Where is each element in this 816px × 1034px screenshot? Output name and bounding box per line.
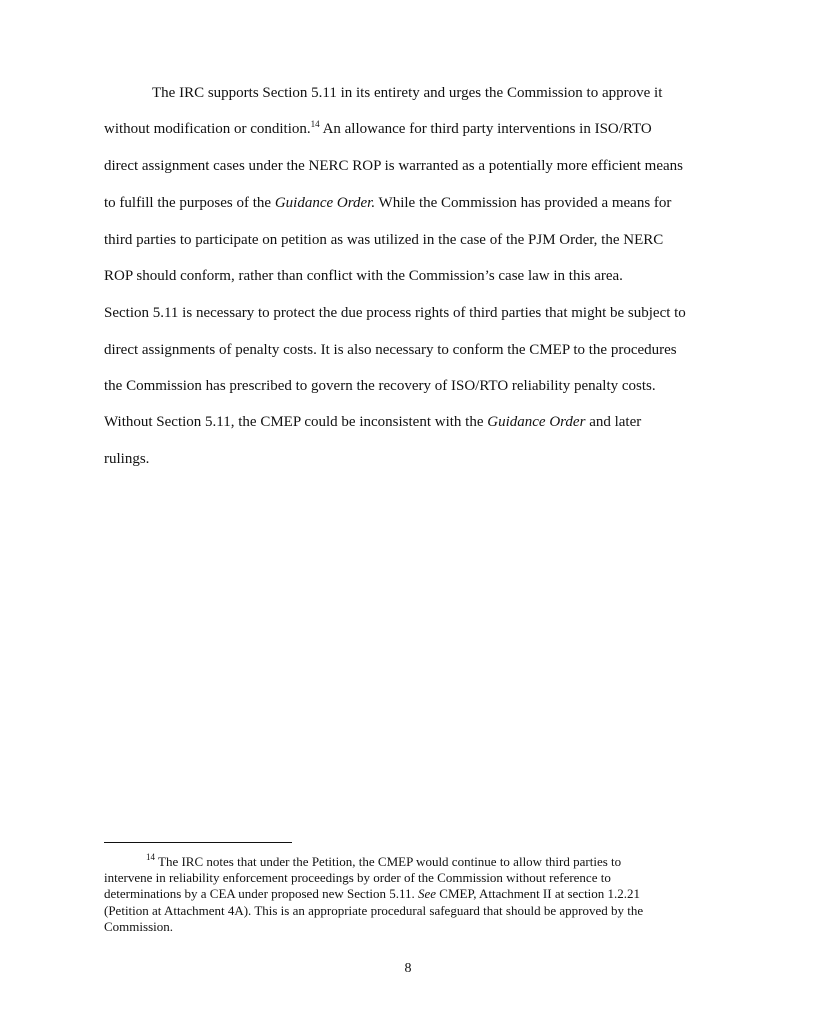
body-line-8: direct assignments of penalty costs. It is also necessary to conform the CMEP to the procedures [104, 342, 677, 358]
footnote-line-5: Commission. [104, 919, 173, 934]
footnote-reference[interactable]: 14 [310, 119, 320, 129]
case-citation: Guidance Order. [274, 195, 376, 211]
footnote-line-2: intervene in reliability enforcement proceedings by order of the Commission without reference to [104, 870, 611, 885]
body-line-4: to fulfill the purposes of the Guidance Order. While the Commission has provided a means for [104, 195, 672, 211]
body-line-7: Section 5.11 is necessary to protect the due process rights of third parties that might be subject to [104, 305, 686, 321]
footnote-line-3: determinations by a CEA under proposed new Section 5.11. See CMEP, Attachment II at section 1.2.21 [104, 886, 641, 901]
body-line-1: The IRC supports Section 5.11 in its entirety and urges the Commission to approve it [152, 85, 663, 101]
body-line-10: Without Section 5.11, the CMEP could be inconsistent with the Guidance Order and later [104, 414, 642, 430]
body-line-5: third parties to participate on petition as was utilized in the case of the PJM Order, the NERC [104, 232, 664, 248]
footnote-marker: 14 [146, 852, 155, 862]
body-line-11: rulings. [104, 451, 150, 467]
body-line-6: ROP should conform, rather than conflict with the Commission’s case law in this area. [104, 268, 623, 284]
footnote-line-1: $^{14}$ The IRC notes that under the Petition, the CMEP would continue to allow third parties to [146, 852, 622, 869]
body-line-2: without modification or condition.$^{14}$ An allowance for third party interventions in ISO/RTO [104, 119, 652, 137]
page-number: 8 [404, 961, 412, 976]
body-line-3: direct assignment cases under the NERC ROP is warranted as a potentially more efficient means [104, 158, 684, 174]
body-line-9: the Commission has prescribed to govern the recovery of ISO/RTO reliability penalty costs. [104, 378, 656, 394]
footnote-separator [104, 842, 292, 843]
case-citation: Guidance Order [487, 414, 586, 430]
footnote-line-4: (Petition at Attachment 4A). This is an appropriate procedural safeguard that should be approved by the [104, 903, 644, 918]
